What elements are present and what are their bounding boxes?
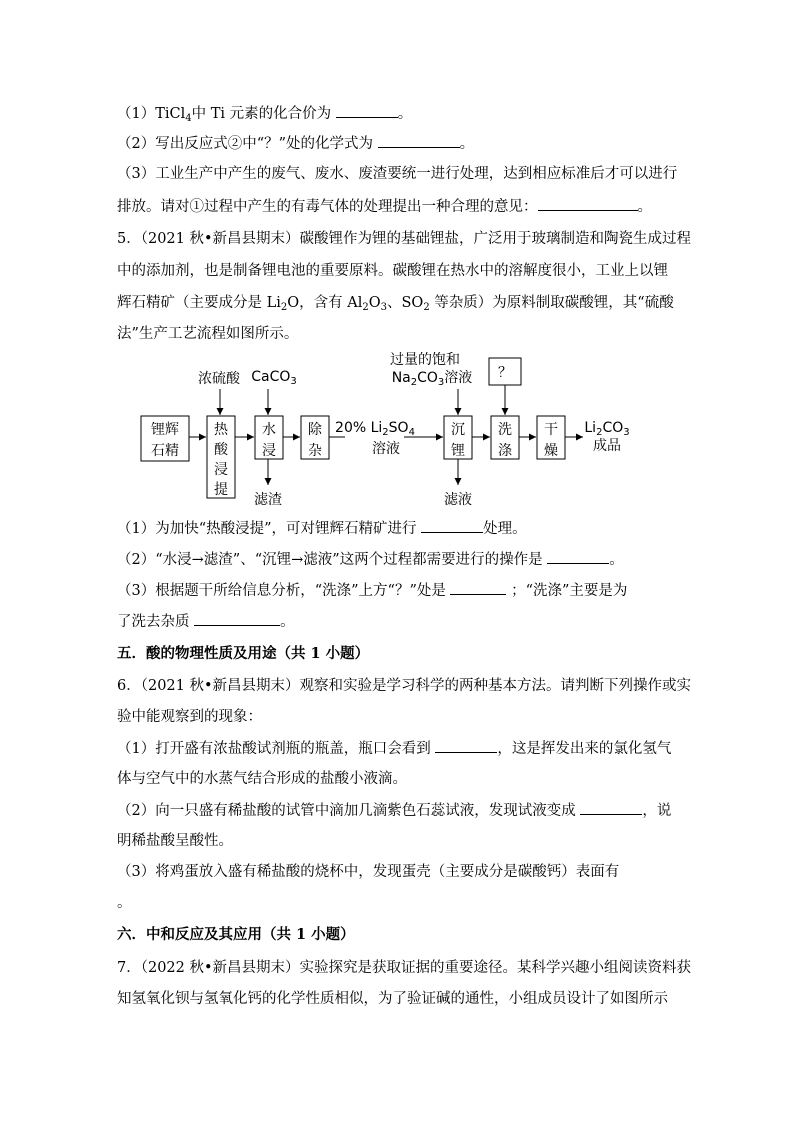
q4-part1: （1）TiCl$_4$中 Ti 元素的化合价为 。	[117, 103, 412, 124]
q6-part1-line2: 体与空气中的水蒸气结合形成的盐酸小液滴。	[117, 771, 407, 787]
conc-sulfuric-acid-label: 浓硫酸	[198, 371, 240, 387]
q6-part2-line1: （2）向一只盛有稀盐酸的试管中滴加几滴紫色石蕊试液，发现试液变成 ，说	[117, 800, 671, 821]
acid-leach-char-4: 提	[214, 482, 228, 498]
section-heading-acid-properties: 五．酸的物理性质及用途（共 1 小题）	[117, 645, 370, 662]
answer-blank[interactable]	[450, 580, 506, 595]
wash-char-2: 涤	[498, 443, 512, 459]
product-label: 成品	[593, 438, 621, 454]
acid-leach-char-1: 热	[214, 422, 228, 438]
precip-char-2: 锂	[451, 443, 465, 459]
water-leach-char-1: 水	[262, 422, 276, 438]
acid-leach-char-3: 浸	[214, 462, 228, 478]
precip-char-1: 沉	[451, 422, 465, 438]
q5-stem-line1: 5．（2021 秋•新昌县期末）碳酸锂作为锂的基础锂盐，广泛用于玻璃制造和陶瓷生成过程	[117, 231, 692, 247]
li2so4-solution-label: 溶液	[372, 441, 400, 457]
answer-blank[interactable]	[194, 611, 280, 626]
answer-blank[interactable]	[421, 518, 483, 533]
unknown-mark: ？	[498, 365, 512, 381]
q6-part3-line1: （3）将鸡蛋放入盛有稀盐酸的烧杯中，发现蛋壳（主要成分是碳酸钙）表面有	[117, 864, 620, 880]
q4-part3-line2: 排放。请对①过程中产生的有毒气体的处理提出一种合理的意见： 。	[117, 196, 652, 217]
na2co3-solution-label: $Na_2CO_3$溶液	[391, 370, 473, 388]
answer-blank[interactable]	[435, 738, 497, 753]
q6-part2-line2: 明稀盐酸呈酸性。	[117, 833, 233, 849]
q5-stem-line4: 法”生产工艺流程如图所示。	[117, 326, 299, 342]
caco3-label: CaCO$_3$	[251, 369, 297, 387]
q5-part1: （1）为加快“热酸浸提”，可对锂辉石精矿进行 处理。	[117, 518, 527, 539]
answer-blank[interactable]	[580, 800, 642, 815]
water-leach-char-2: 浸	[262, 443, 276, 459]
q7-stem-line2: 知氢氧化钡与氢氧化钙的化学性质相似，为了验证碱的通性，小组成员设计了如图所示	[117, 991, 668, 1007]
filtrate-label: 滤液	[444, 492, 472, 508]
q5-stem-line3: 辉石精矿（主要成分是 $Li_2O$，含有 $Al_2O_3$、$SO_2$ 等杂质）为原料制取碳酸锂，其“硫酸	[117, 295, 674, 313]
remove-char-1: 除	[308, 422, 322, 438]
q6-stem-line2: 验中能观察到的现象：	[117, 709, 262, 725]
q6-part3-line2: 。	[117, 895, 132, 911]
acid-leach-char-2: 酸	[214, 442, 228, 458]
raw-ore-label-1: 锂辉	[151, 422, 179, 438]
answer-blank[interactable]	[547, 549, 609, 564]
q5-stem-line2: 中的添加剂，也是制备锂电池的重要原料。碳酸锂在热水中的溶解度很小，工业上以锂	[117, 263, 668, 279]
q7-stem-line1: 7．（2022 秋•新昌县期末）实验探究是获取证据的重要途径。某科学兴趣小组阅读资料获	[117, 960, 692, 976]
q5-part2: （2）“水浸→滤渣”、“沉锂→滤液”这两个过程都需要进行的操作是 。	[117, 549, 624, 570]
dry-char-1: 干	[544, 422, 558, 438]
q6-part1-line1: （1）打开盛有浓盐酸试剂瓶的瓶盖，瓶口会看到 ，这是挥发出来的氯化氢气	[117, 738, 671, 759]
q5-part3-line2: 了洗去杂质 。	[117, 611, 295, 632]
remove-char-2: 杂	[308, 443, 322, 459]
raw-ore-label-2: 石精	[151, 443, 179, 459]
wash-char-1: 洗	[498, 422, 512, 438]
residue-label: 滤渣	[254, 492, 282, 508]
q4-part2: （2）写出反应式②中“？”处的化学式为 。	[117, 133, 474, 154]
q4-part3-line1: （3）工业生产中产生的废气、废水、废渣要统一进行处理，达到相应标准后才可以进行	[117, 166, 678, 182]
excess-saturated-label: 过量的饱和	[390, 352, 460, 368]
dry-char-2: 燥	[544, 443, 558, 459]
li2so4-label: 20% $Li_2SO_4$	[335, 420, 415, 438]
section-heading-neutralization: 六．中和反应及其应用（共 1 小题）	[117, 926, 355, 943]
product-formula-label: $Li_2CO_3$	[584, 420, 630, 438]
q5-part3-line1: （3）根据题干所给信息分析，“洗涤”上方“？”处是 ；“洗涤”主要是为	[117, 580, 627, 601]
q6-stem-line1: 6．（2021 秋•新昌县期末）观察和实验是学习科学的两种基本方法。请判断下列操作或实	[117, 678, 692, 694]
